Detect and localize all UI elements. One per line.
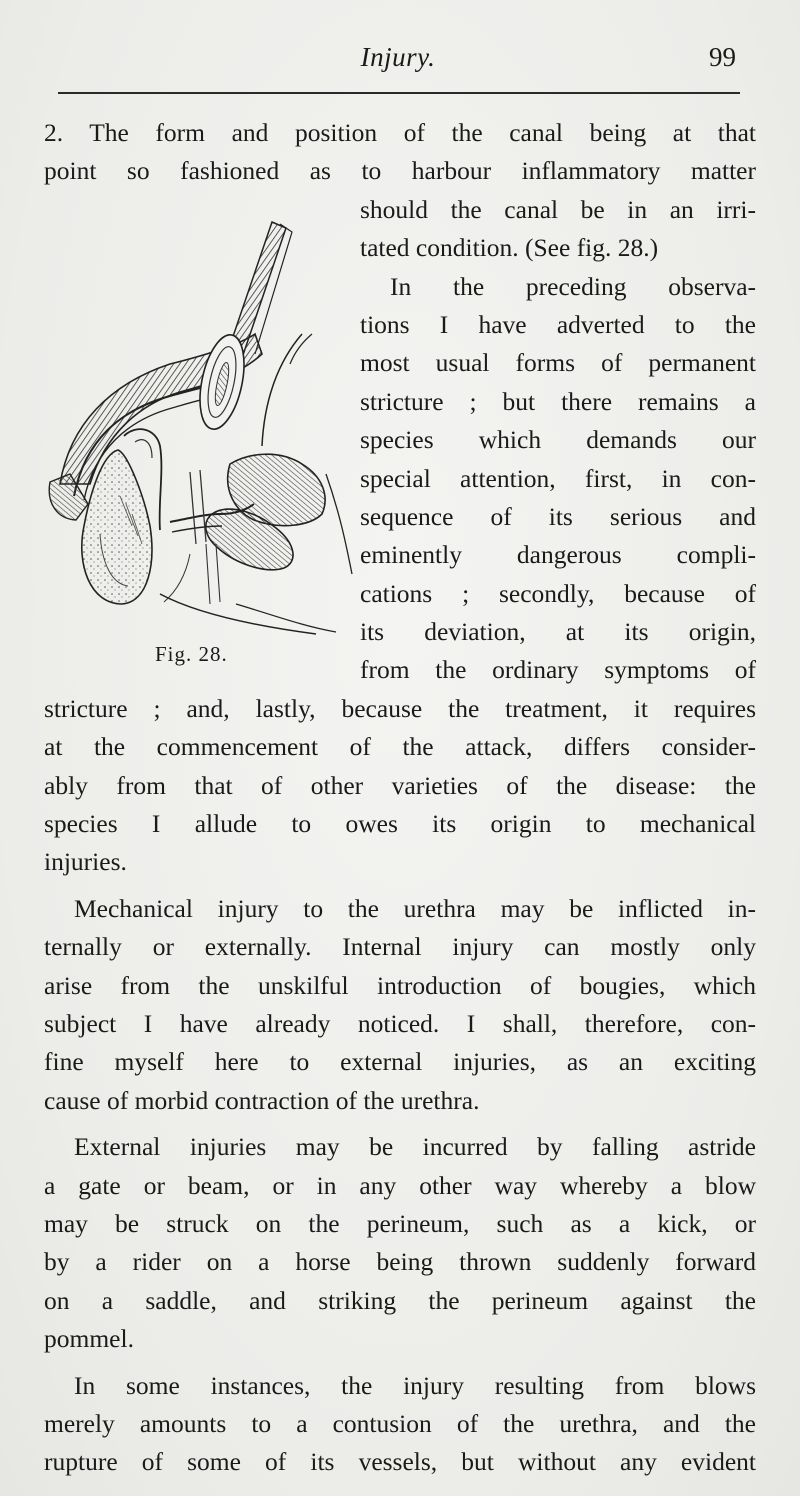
text-line: its deviation, at its origin, xyxy=(360,617,756,647)
text-line: cause of morbid contraction of the urethra. xyxy=(44,1085,480,1115)
text-line: at the commencement of the attack, differs consider- xyxy=(44,732,756,762)
text-line: from the ordinary symptoms of xyxy=(360,655,756,685)
text-line: cations ; secondly, because of xyxy=(360,578,756,608)
text-line: ably from that of other varieties of the disease: the xyxy=(44,770,756,800)
text-line: In some instances, the injury resulting from blows xyxy=(74,1370,756,1400)
header-rule xyxy=(58,92,740,94)
running-title: Injury. xyxy=(360,42,436,72)
page-text xyxy=(44,114,756,1482)
text-line: a gate or beam, or in any other way whereby a blow xyxy=(44,1170,756,1200)
text-line: special attention, first, in con- xyxy=(360,463,756,493)
text-line: species which demands our xyxy=(360,425,756,455)
text-line: sequence of its serious and xyxy=(360,501,756,531)
text-line: on a saddle, and striking the perineum against the xyxy=(44,1285,756,1315)
text-line: stricture ; but there remains a xyxy=(360,386,756,416)
text-line: tions I have adverted to the xyxy=(360,309,756,339)
text-line: 2. The form and position of the canal being at that xyxy=(44,118,756,147)
text-line: merely amounts to a contusion of the urethra, and the xyxy=(44,1408,756,1438)
text-line: tated condition. (See fig. 28.) xyxy=(360,233,659,263)
text-line: In the preceding observa- xyxy=(390,271,756,301)
text-line: species I allude to owes its origin to mechanical xyxy=(44,809,756,839)
running-head xyxy=(58,38,738,78)
text-line: most usual forms of permanent xyxy=(360,348,756,378)
text-line: rupture of some of its vessels, but without any evident xyxy=(44,1447,756,1477)
text-line: injuries. xyxy=(44,847,127,877)
text-line: Mechanical injury to the urethra may be inflicted in- xyxy=(74,893,756,923)
text-line: by a rider on a horse being thrown suddenly forward xyxy=(44,1247,756,1277)
text-line: pommel. xyxy=(44,1324,134,1354)
text-line: External injuries may be incurred by falling astride xyxy=(74,1132,756,1162)
figure-caption: Fig. 28. xyxy=(155,642,228,666)
text-line: ternally or externally. Internal injury can mostly only xyxy=(44,932,756,962)
text-line: may be struck on the perineum, such as a kick, or xyxy=(44,1208,756,1238)
text-line: arise from the unskilful introduction of bougies, which xyxy=(44,970,756,1000)
text-line: stricture ; and, lastly, because the treatment, it requires xyxy=(44,693,756,723)
text-line: point so fashioned as to harbour inflammatory matter xyxy=(44,156,756,186)
page-number: 99 xyxy=(709,42,736,72)
text-line: subject I have already noticed. I shall, therefore, con- xyxy=(44,1008,756,1038)
text-line: should the canal be in an irri- xyxy=(360,194,756,224)
text-line: fine myself here to external injuries, as an exciting xyxy=(44,1047,756,1077)
text-line: eminently dangerous compli- xyxy=(360,540,756,570)
